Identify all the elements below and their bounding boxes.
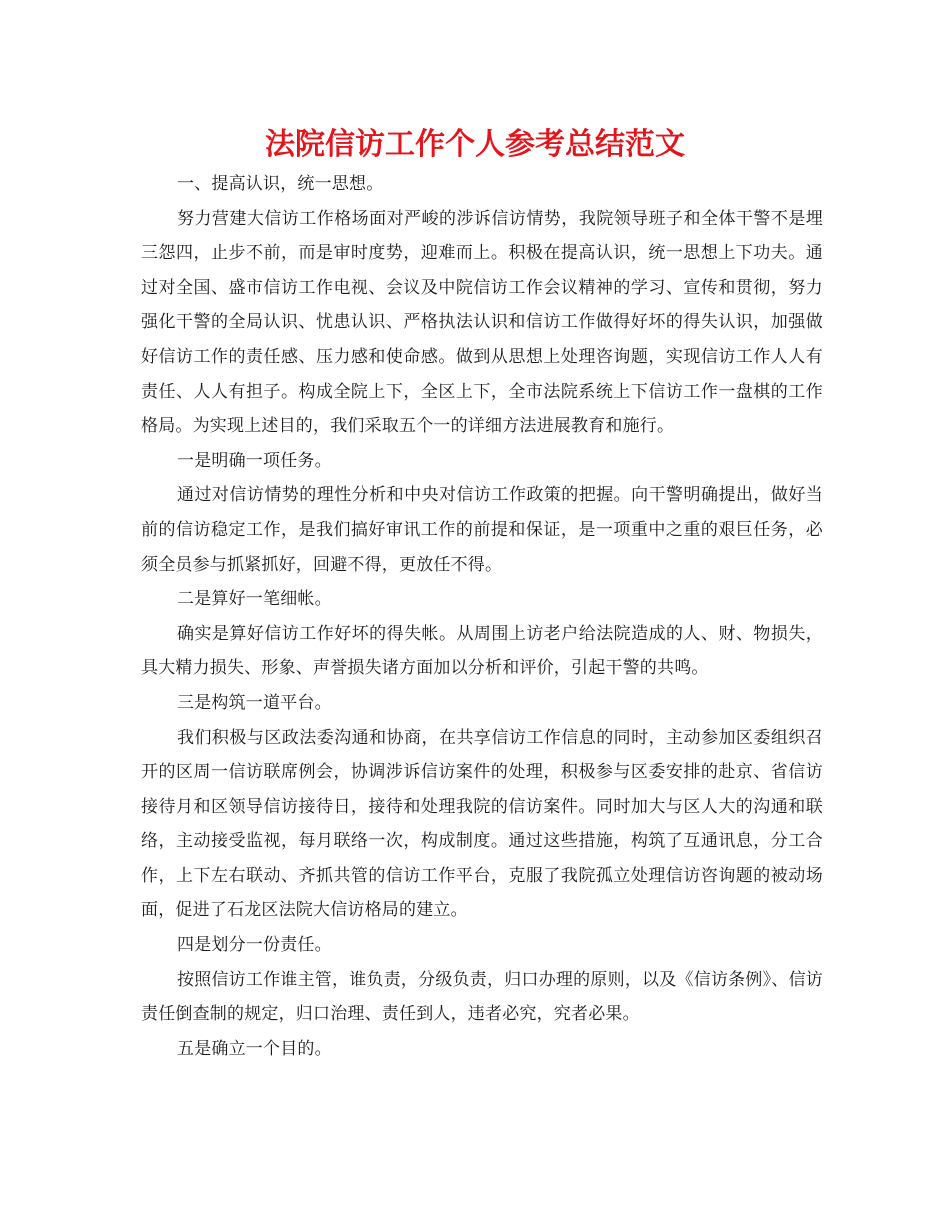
section-heading-1: 一、提高认识，统一思想。: [177, 174, 384, 194]
document-body: [141, 167, 823, 1066]
item-heading-4: 四是划分一份责任。: [177, 935, 332, 956]
paragraph: 通过对信访情势的理性分析和中央对信访工作政策的把握。向干警明确提出，做好当前的信访稳定工作，是我们搞好审讯工作的前提和保证，是一项重中之重的艰巨任务，必须全员参与抓紧抓好，回避不得，更放任不得。: [141, 485, 823, 575]
item-heading-1: 一是明确一项任务。: [177, 450, 332, 471]
paragraph: 努力营建大信访工作格场面对严峻的涉诉信访情势，我院领导班子和全体干警不是埋三怨四，止步不前，而是审时度势，迎难而上。积极在提高认识，统一思想上下功夫。通过对全国、盛市信访工作电视、会议及中院信访工作会议精神的学习、宣传和贯彻，努力强化干警的全局认识、忧患认识、严格执法认识和信访工作做得好坏的得失认识，加强做好信访工作的责任感、压力感和使命感。做到从思想上处理咨询题，实现信访工作人人有责任、人人有担子。构成全院上下，全区上下，全市法院系统上下信访工作一盘棋的工作格局。为实现上述目的，我们采取五个一的详细方法进展教育和施行。: [141, 208, 823, 437]
document-title: 法院信访工作个人参考总结范文: [265, 127, 685, 162]
paragraph: 按照信访工作谁主管，谁负责，分级负责，归口办理的原则，以及《信访条例》、信访责任倒查制的规定，归口治理、责任到人，违者必究，究者必果。: [141, 969, 823, 1025]
item-heading-5: 五是确立一个目的。: [177, 1038, 332, 1059]
paragraph: 我们积极与区政法委沟通和协商，在共享信访工作信息的同时，主动参加区委组织召开的区周一信访联席例会，协调涉诉信访案件的处理，积极参与区委安排的赴京、省信访接待月和区领导信访接待日，接待和处理我院的信访案件。同时加大与区人大的沟通和联络，主动接受监视，每月联络一次，构成制度。通过这些措施，构筑了互通讯息，分工合作，上下左右联动、齐抓共管的信访工作平台，克服了我院孤立处理信访咨询题的被动场面，促进了石龙区法院大信访格局的建立。: [141, 727, 823, 921]
paragraph: 确实是算好信访工作好坏的得失帐。从周围上访老户给法院造成的人、财、物损失，具大精力损失、形象、声誉损失诸方面加以分析和评价，引起干警的共鸣。: [141, 623, 823, 679]
item-heading-3: 三是构筑一道平台。: [177, 692, 332, 713]
item-heading-2: 二是算好一笔细帐。: [177, 589, 332, 610]
